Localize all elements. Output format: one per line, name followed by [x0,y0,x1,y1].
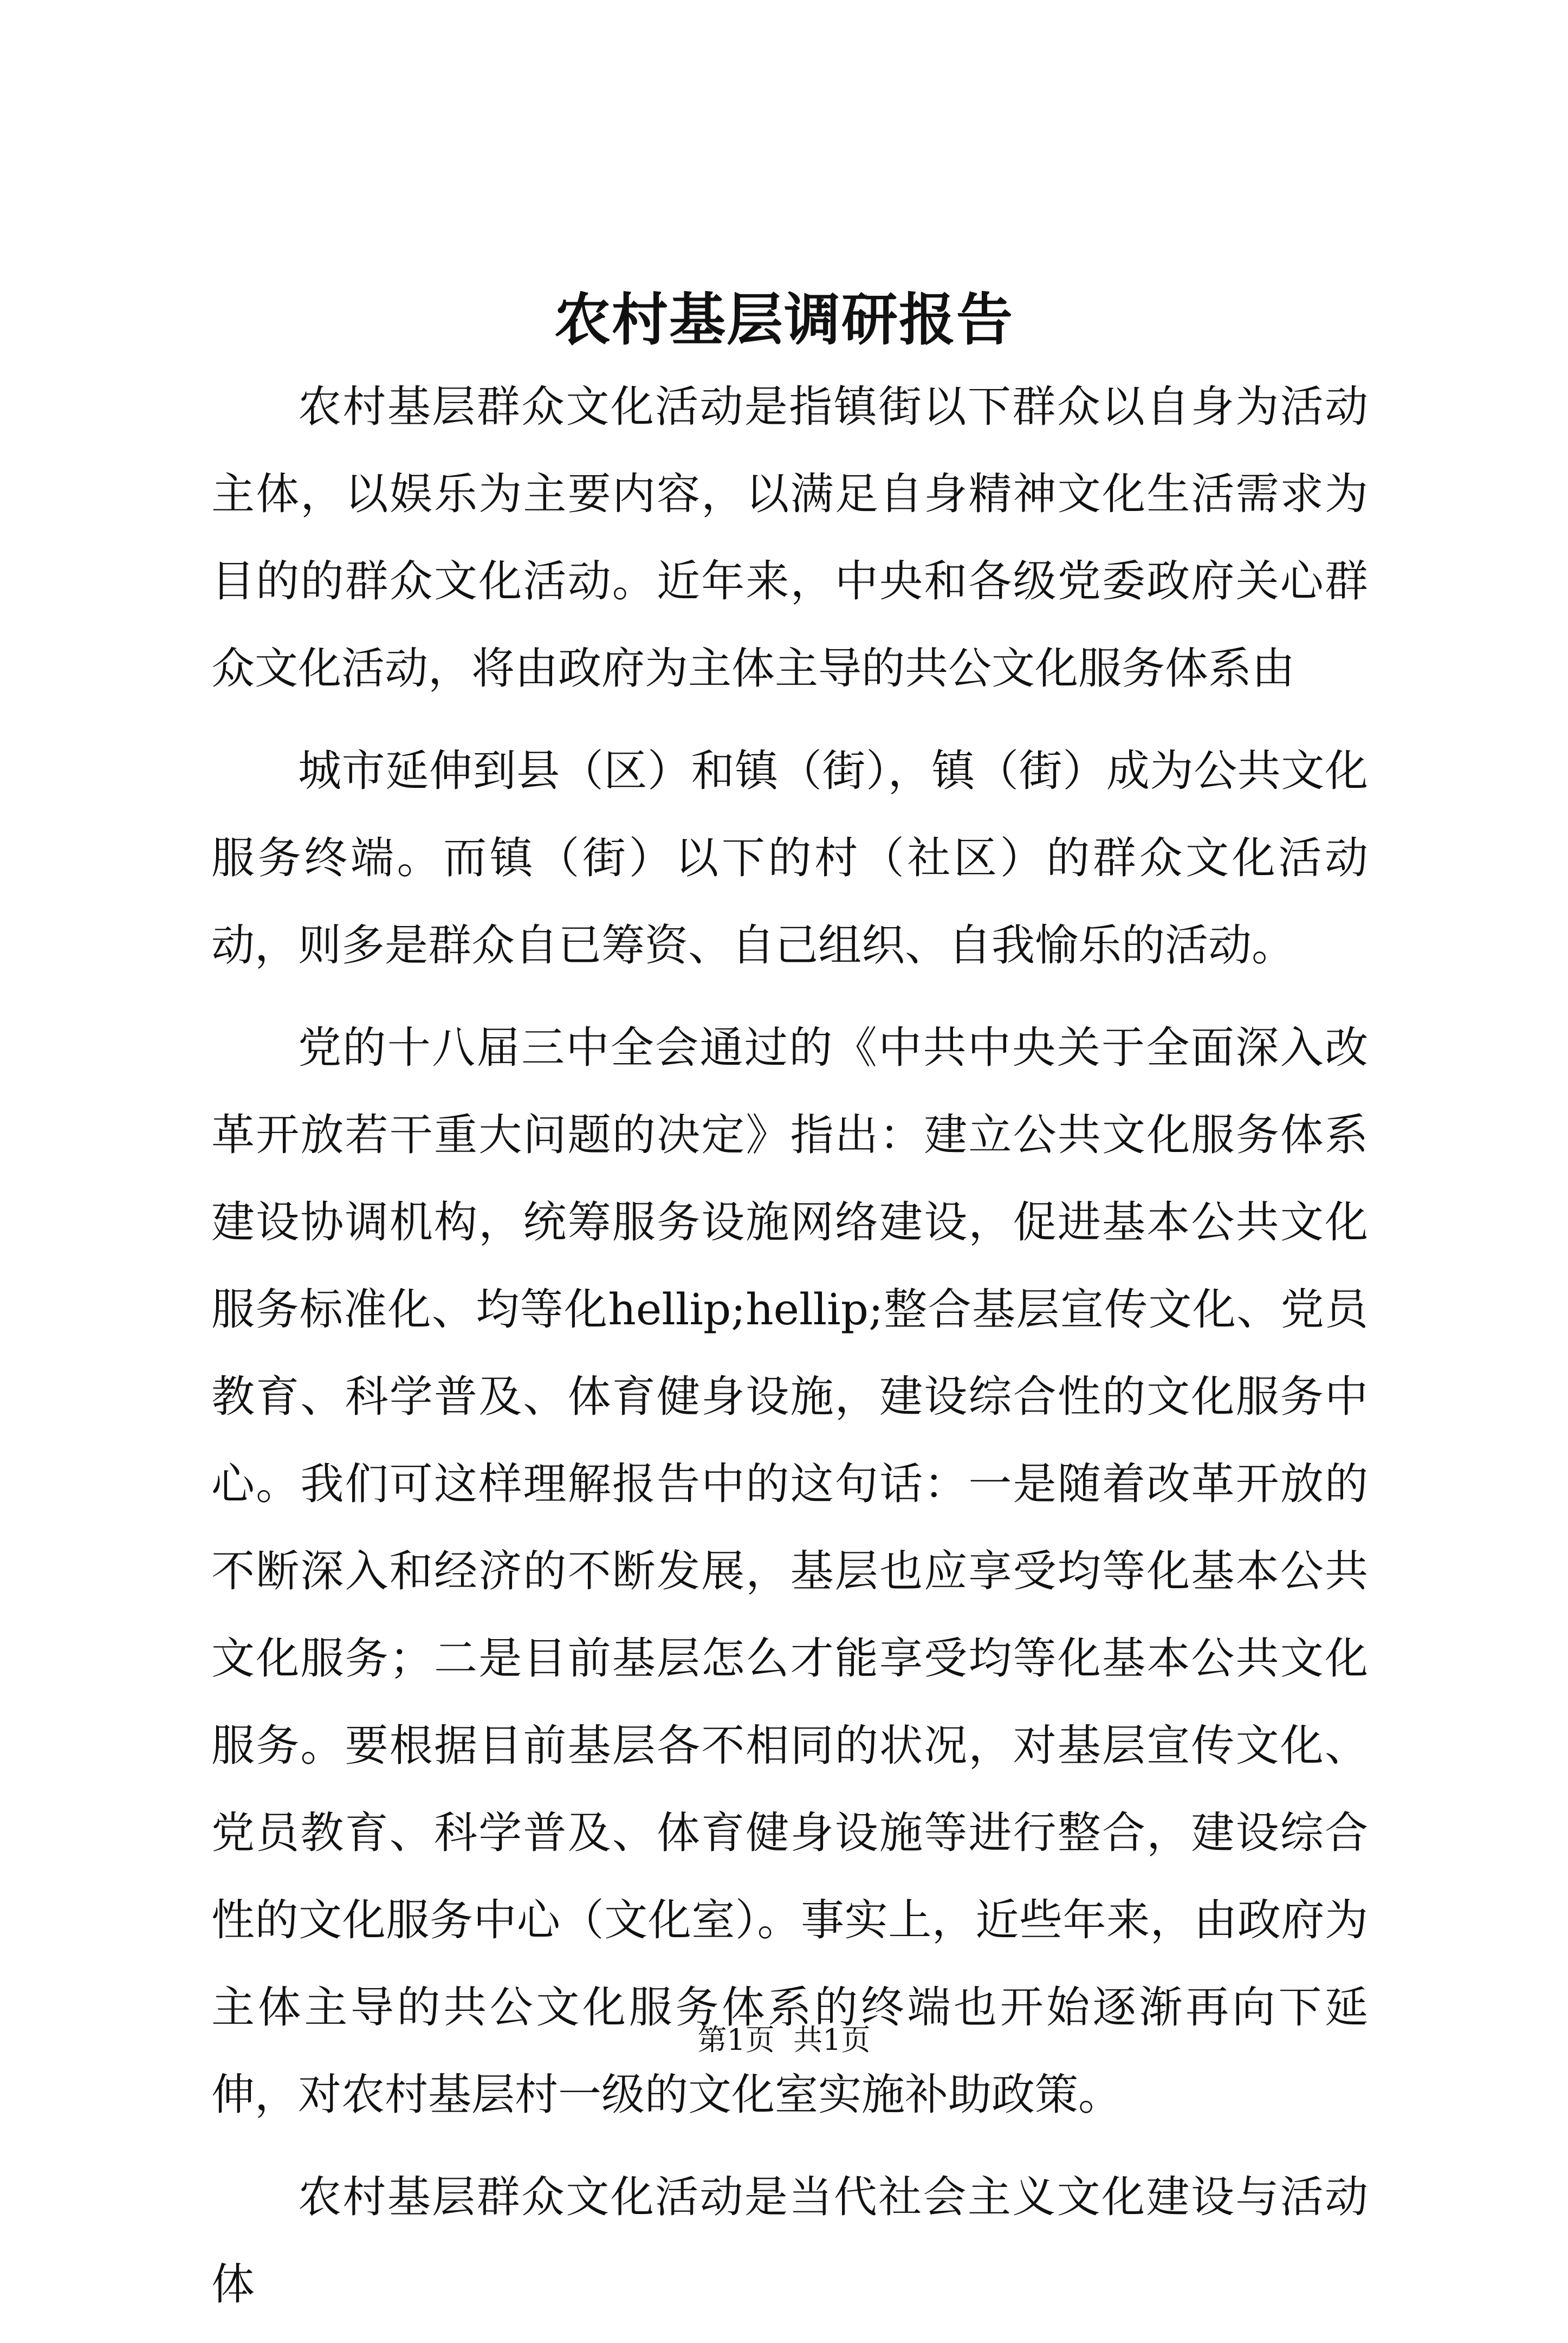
paragraph-4: 农村基层群众文化活动是当代社会主义文化建设与活动体 [211,2172,1368,2309]
document-title: 农村基层调研报告 [554,286,1014,353]
paragraph-1: 农村基层群众文化活动是指镇街以下群众以自身为活动主体，以娱乐为主要内容，以满足自身精神文化生活需求为目的的群众文化活动。近年来，中央和各级党委政府关心群众文化活动，将由政府为主体主导的共公文化服务体系由 [211,381,1368,694]
page-number-label: 第1页 共1页 [697,2023,871,2057]
page-footer [0,2018,1568,2062]
paragraph-3: 党的十八届三中全会通过的《中共中央关于全面深入改革开放若干重大问题的决定》指出：建立公共文化服务体系建设协调机构，统筹服务设施网络建设，促进基本公共文化服务标准化、均等化hellip;hellip;整合基层宣传文化、党员教育、科学普及、体育健身设施，建设综合性的文化服务中心。我们可这样理解报告中的这句话：一是随着改革开放的不断深入和经济的不断发展，基层也应享受均等化基本公共文化服务；二是目前基层怎么才能享受均等化基本公共文化服务。要根据目前基层各不相同的状况，对基层宣传文化、党员教育、科学普及、体育健身设施等进行整合，建设综合性的文化服务中心（文化室）。事实上，近些年来，由政府为主体主导的共公文化服务体系的终端也开始逐渐再向下延伸，对农村基层村一级的文化室实施补助政策。 [211,1022,1368,2120]
paragraph-2: 城市延伸到县（区）和镇（街），镇（街）成为公共文化服务终端。而镇（街）以下的村（社区）的群众文化活动动，则多是群众自已筹资、自己组织、自我愉乐的活动。 [211,746,1368,970]
